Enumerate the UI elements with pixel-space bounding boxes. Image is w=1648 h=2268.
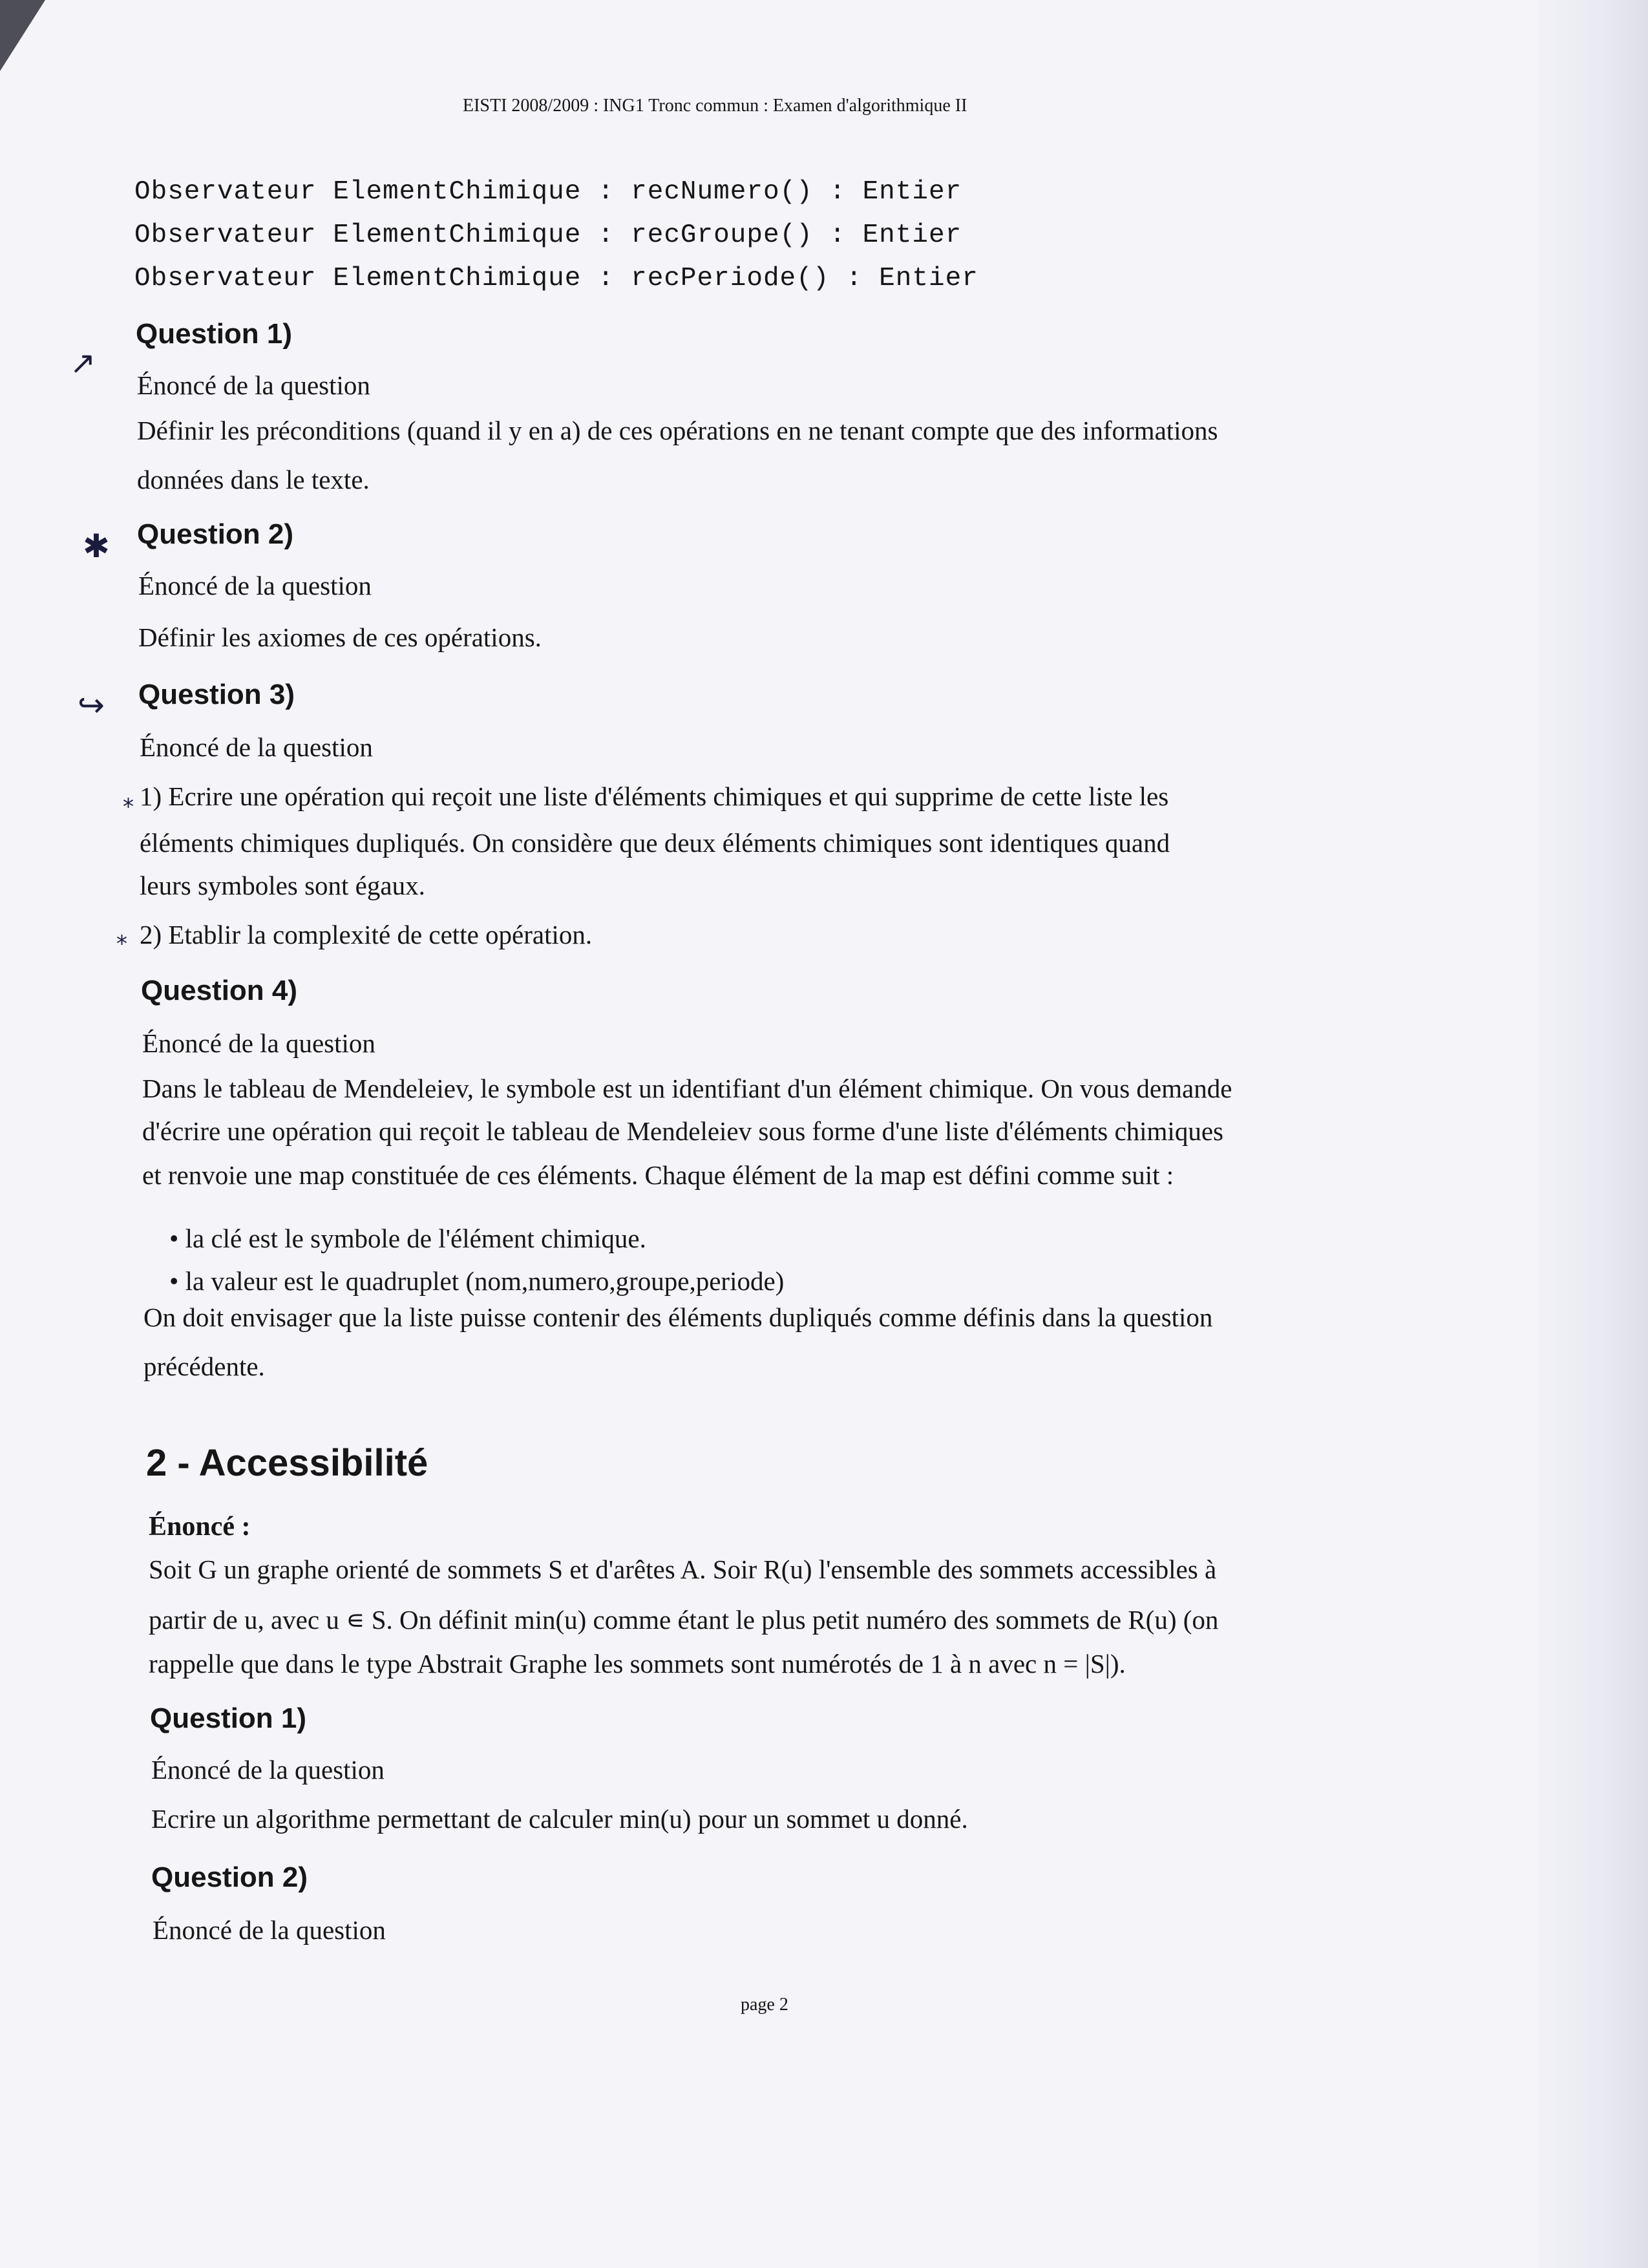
question-4-bullet-1: • la clé est le symbole de l'élément chimique. (169, 1224, 646, 1253)
section-2-question-1-text: Ecrire un algorithme permettant de calculer min(u) pour un sommet u donné. (151, 1804, 968, 1834)
question-2-title: Question 2) (137, 518, 294, 550)
handwritten-star-icon: ✱ (83, 528, 110, 564)
section-2-text-1: Soit G un graphe orienté de sommets S et d'arêtes A. Soir R(u) l'ensemble des sommets accessibles à (149, 1554, 1217, 1584)
question-2-subtitle: Énoncé de la question (138, 571, 372, 600)
page-header: EISTI 2008/2009 : ING1 Tronc commun : Examen d'algorithmique II (463, 96, 967, 116)
question-4-text-5: précédente. (143, 1351, 265, 1381)
question-4-subtitle: Énoncé de la question (142, 1028, 375, 1058)
handwritten-tick-icon: ⁎ (123, 788, 134, 812)
question-1-text-2: données dans le texte. (137, 465, 370, 494)
code-line-2: Observateur ElementChimique : recGroupe() : Entier (134, 220, 962, 250)
question-3-subtitle: Énoncé de la question (140, 732, 373, 762)
section-2-title: 2 - Accessibilité (146, 1442, 428, 1484)
question-3-title: Question 3) (138, 679, 295, 710)
question-3-text-2: éléments chimiques dupliqués. On considère que deux éléments chimiques sont identiques quand (140, 828, 1170, 858)
section-2-question-2-subtitle: Énoncé de la question (153, 1915, 386, 1945)
handwritten-arrow-icon: ↗ (70, 346, 96, 381)
question-3-text-4: 2) Etablir la complexité de cette opération. (140, 920, 593, 949)
section-2-text-2: partir de u, avec u ∊ S. On définit min(u) comme étant le plus petit numéro des sommets de R(u) (on (149, 1605, 1219, 1635)
code-line-3: Observateur ElementChimique : recPeriode() : Entier (134, 264, 978, 293)
question-1-text-1: Définir les préconditions (quand il y en a) de ces opérations en ne tenant compte que des informations (137, 416, 1218, 445)
question-4-text-4: On doit envisager que la liste puisse contenir des éléments dupliqués comme définis dans la question (143, 1302, 1213, 1332)
scanned-page-corner (0, 0, 45, 71)
section-2-question-2-title: Question 2) (151, 1861, 308, 1893)
question-2-text-1: Définir les axiomes de ces opérations. (138, 622, 542, 652)
code-line-1: Observateur ElementChimique : recNumero() : Entier (134, 177, 962, 207)
question-3-text-3: leurs symboles sont égaux. (140, 871, 425, 900)
handwritten-hook-arrow-icon: ↪ (78, 687, 105, 723)
section-2-enonce-label: Énoncé : (149, 1512, 251, 1542)
question-1-title: Question 1) (136, 318, 293, 350)
section-2-question-1-title: Question 1) (150, 1702, 307, 1734)
question-3-text-1: 1) Ecrire une opération qui reçoit une liste d'éléments chimiques et qui supprime de cette liste les (140, 781, 1169, 811)
question-4-text-2: d'écrire une opération qui reçoit le tableau de Mendeleiev sous forme d'une liste d'éléments chimiques (142, 1116, 1223, 1146)
question-4-bullet-2: • la valeur est le quadruplet (nom,numero,groupe,periode) (169, 1266, 785, 1296)
question-4-text-1: Dans le tableau de Mendeleiev, le symbole est un identifiant d'un élément chimique. On vous demande (142, 1074, 1232, 1103)
question-4-text-3: et renvoie une map constituée de ces éléments. Chaque élément de la map est défini comme suit : (142, 1160, 1174, 1190)
section-2-text-3: rappelle que dans le type Abstrait Graphe les sommets sont numérotés de 1 à n avec n = |S|). (149, 1649, 1126, 1679)
question-4-title: Question 4) (141, 975, 298, 1006)
handwritten-tick-icon: ⁎ (116, 925, 127, 949)
page-number: page 2 (741, 1995, 788, 2015)
question-1-subtitle: Énoncé de la question (137, 370, 370, 400)
section-2-question-1-subtitle: Énoncé de la question (151, 1755, 385, 1785)
